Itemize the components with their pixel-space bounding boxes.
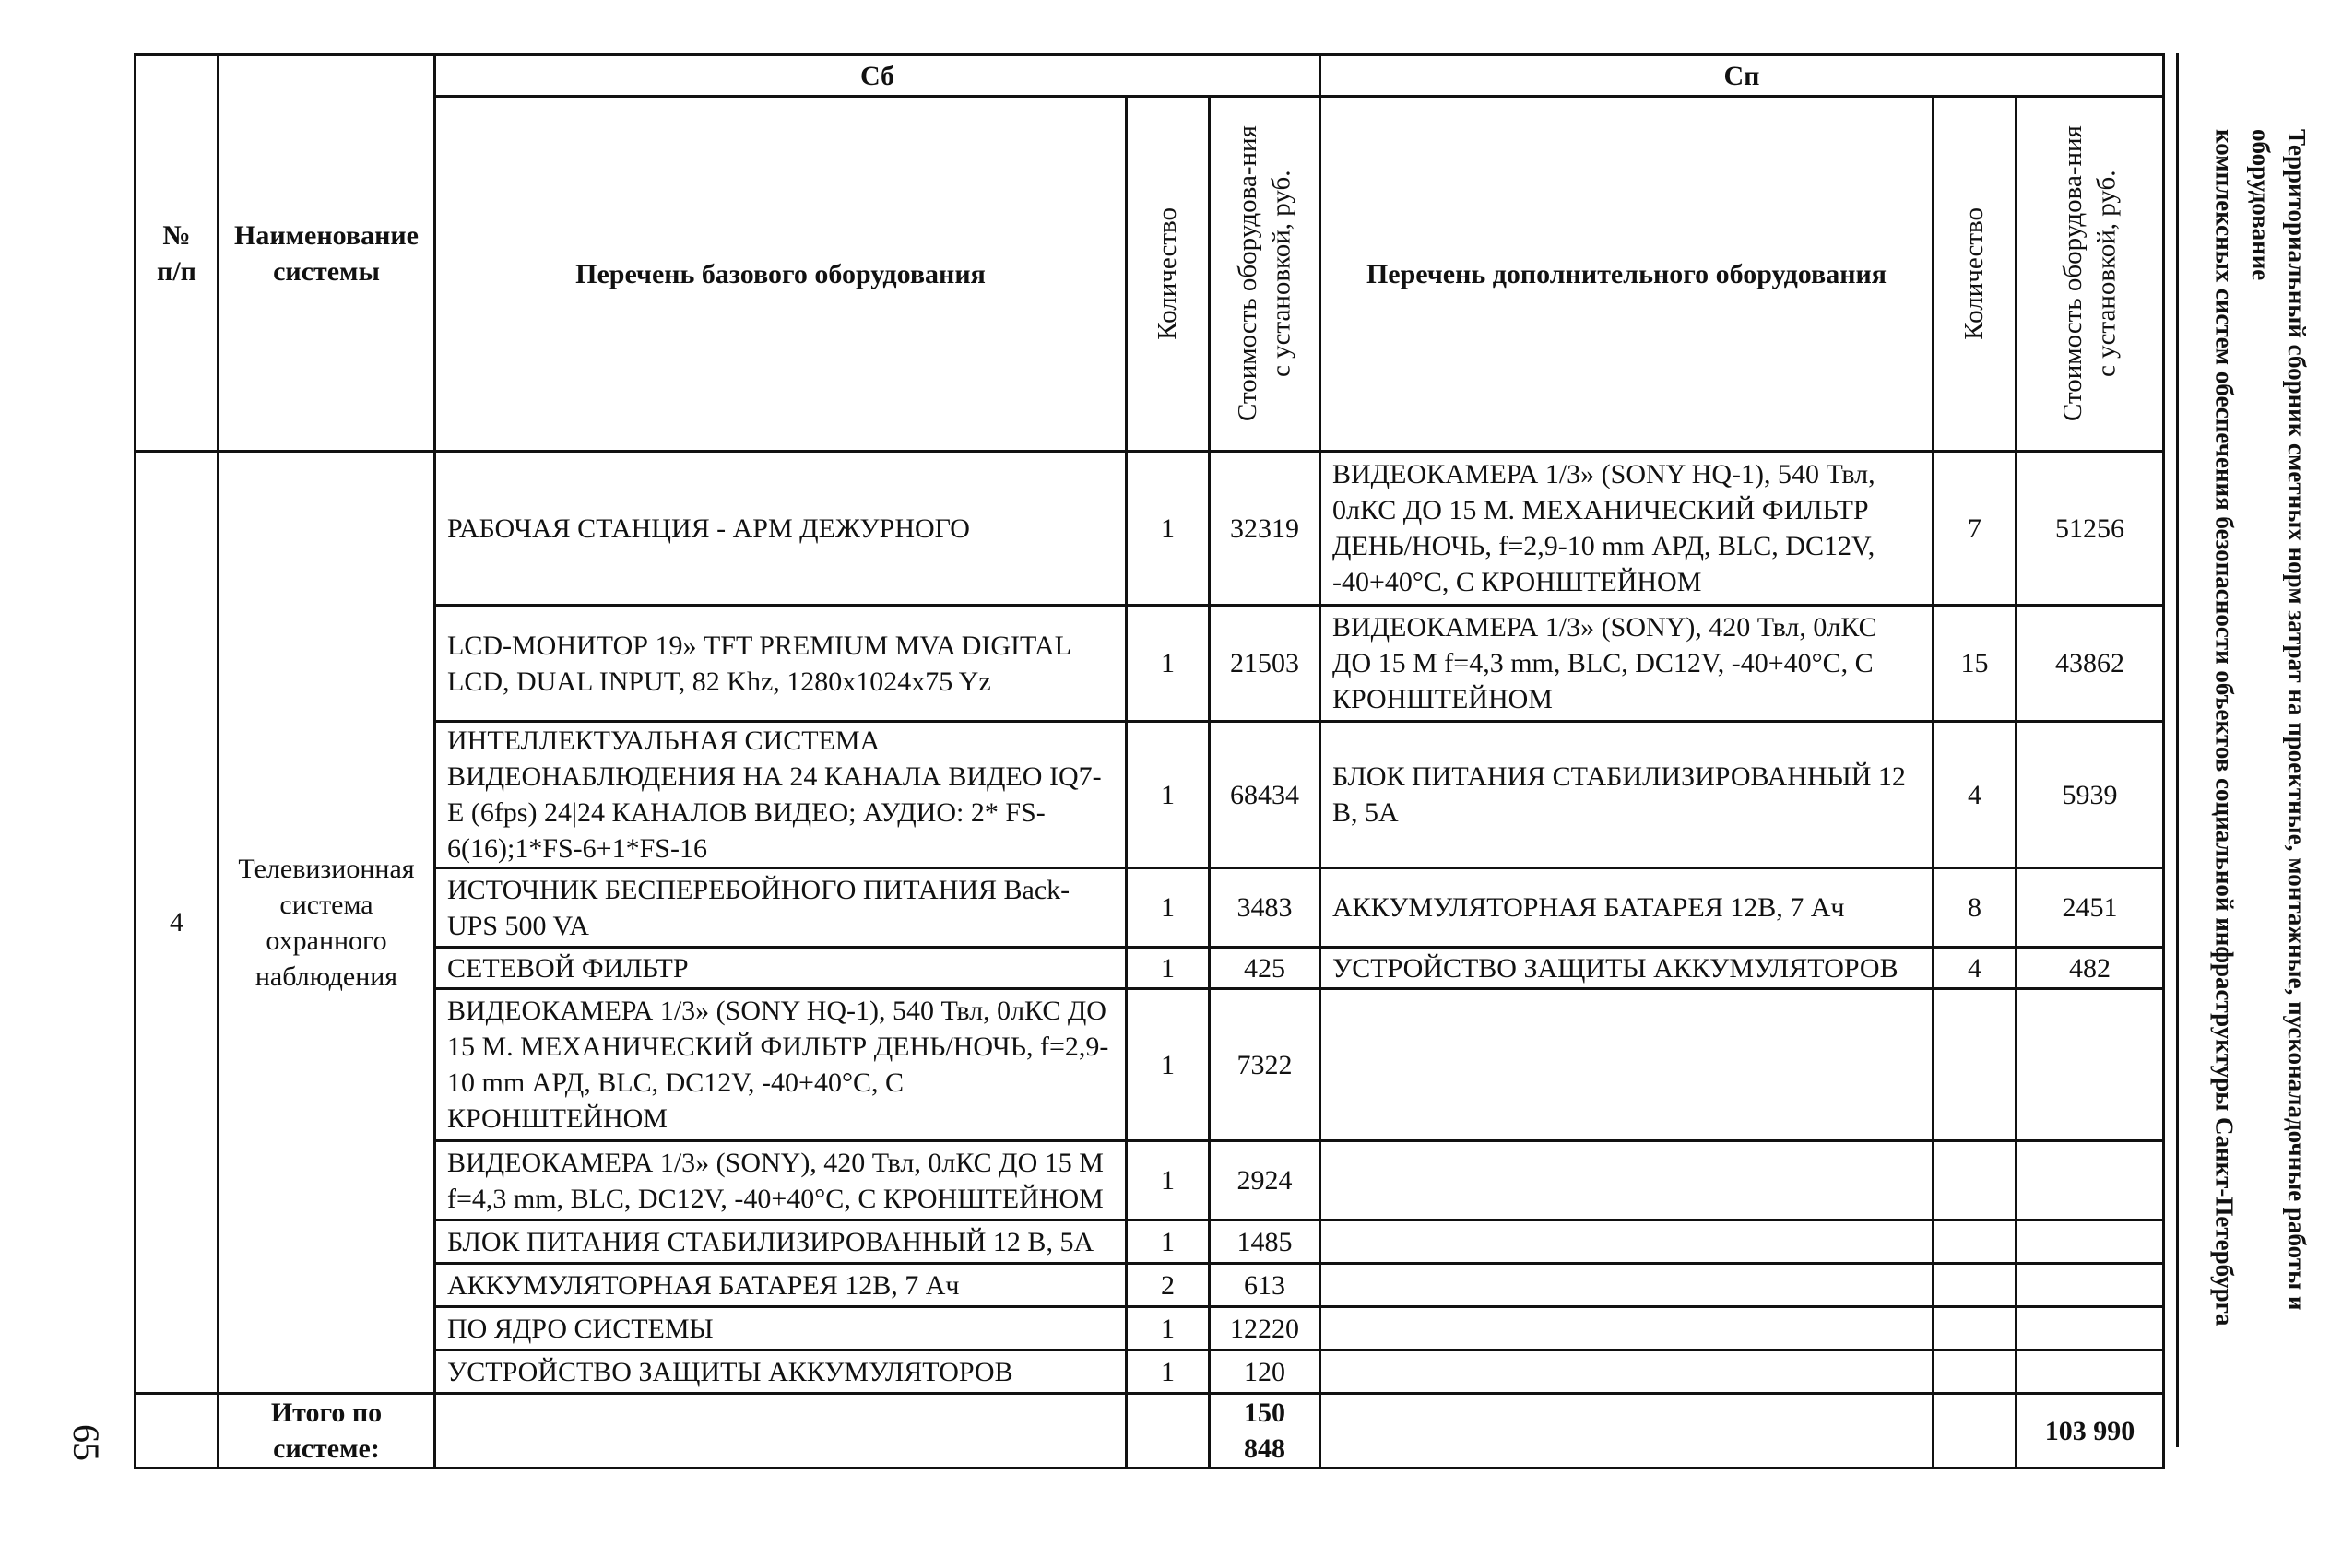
base-cost: 613 (1210, 1264, 1320, 1307)
add-cost (2017, 1307, 2164, 1350)
header-base-cost (1210, 97, 1320, 452)
total-base-cost: 150 848 (1210, 1394, 1320, 1468)
total-row (136, 1394, 2164, 1468)
base-qty: 1 (1127, 452, 1210, 606)
total-label: Итого по системе: (219, 1394, 435, 1468)
header-group-sp: Сп (1320, 55, 2164, 97)
header-add-cost (2017, 97, 2164, 452)
base-item: LCD-МОНИТОР 19» TFT PREMIUM MVA DIGITAL LCD, DUAL INPUT, 82 Khz, 1280x1024x75 Yz (435, 606, 1127, 722)
table-row (136, 1264, 2164, 1307)
header-number: № п/п (136, 55, 219, 452)
header-base-qty (1127, 97, 1210, 452)
total-empty-cell (1320, 1394, 1934, 1468)
add-cost (2017, 1220, 2164, 1264)
add-item (1320, 1220, 1934, 1264)
add-cost (2017, 1264, 2164, 1307)
add-cost (2017, 989, 2164, 1141)
add-qty: 4 (1934, 722, 2017, 868)
side-title-line-2: комплексных систем обеспечения безопасности объектов социальной инфраструктуры Санкт-Петербурга (2210, 129, 2239, 1326)
add-qty: 7 (1934, 452, 2017, 606)
add-qty (1934, 1307, 2017, 1350)
add-item: ВИДЕОКАМЕРА 1/3» (SONY HQ-1), 540 Твл, 0лКС ДО 15 М. МЕХАНИЧЕСКИЙ ФИЛЬТР ДЕНЬ/НОЧЬ, f=2,9-10 mm АРД, BLC, DC12V, -40+40°С, С КРОНШТЕЙНОМ (1320, 452, 1934, 606)
header-base-list: Перечень базового оборудования (435, 97, 1127, 452)
header-add-list: Перечень дополнительного оборудования (1320, 97, 1934, 452)
base-cost: 12220 (1210, 1307, 1320, 1350)
row-number: 4 (136, 452, 219, 1394)
add-cost: 482 (2017, 948, 2164, 989)
table-row (136, 989, 2164, 1141)
total-empty-cell (1127, 1394, 1210, 1468)
base-item: ВИДЕОКАМЕРА 1/3» (SONY), 420 Твл, 0лКС ДО 15 М f=4,3 mm, BLC, DC12V, -40+40°С, С КРОНШТЕЙНОМ (435, 1141, 1127, 1220)
add-cost: 5939 (2017, 722, 2164, 868)
document-side-title (2167, 129, 2314, 1456)
base-item: РАБОЧАЯ СТАНЦИЯ - АРМ ДЕЖУРНОГО (435, 452, 1127, 606)
header-add-qty (1934, 97, 2017, 452)
add-qty (1934, 1220, 2017, 1264)
add-item (1320, 1350, 1934, 1394)
table-row (136, 948, 2164, 989)
table-row (136, 1141, 2164, 1220)
side-title-line-1: Территориальный сборник сметных норм затрат на проектные, монтажные, пусконаладочные работы и оборудование (2246, 129, 2311, 1311)
add-item: УСТРОЙСТВО ЗАЩИТЫ АККУМУЛЯТОРОВ (1320, 948, 1934, 989)
base-cost: 21503 (1210, 606, 1320, 722)
equipment-table (134, 53, 2165, 1469)
header-add-cost-label: Стоимость оборудова-ния с установкой, руб. (2058, 125, 2122, 422)
header-base-qty-label: Количество (1153, 207, 1183, 340)
add-qty (1934, 989, 2017, 1141)
header-system-name: Наименование системы (219, 55, 435, 452)
add-cost: 2451 (2017, 868, 2164, 948)
base-item: УСТРОЙСТВО ЗАЩИТЫ АККУМУЛЯТОРОВ (435, 1350, 1127, 1394)
total-number-cell (136, 1394, 219, 1468)
add-qty (1934, 1141, 2017, 1220)
table-row (136, 606, 2164, 722)
add-item (1320, 1141, 1934, 1220)
header-add-qty-label: Количество (1959, 207, 1990, 340)
base-qty: 1 (1127, 722, 1210, 868)
add-qty: 8 (1934, 868, 2017, 948)
table-row (136, 1307, 2164, 1350)
add-item (1320, 1264, 1934, 1307)
add-cost: 43862 (2017, 606, 2164, 722)
base-cost: 425 (1210, 948, 1320, 989)
system-name: Телевизионная система охранного наблюдения (219, 452, 435, 1394)
base-cost: 7322 (1210, 989, 1320, 1141)
table-row (136, 868, 2164, 948)
add-item (1320, 989, 1934, 1141)
table-row (136, 452, 2164, 606)
table-row (136, 1350, 2164, 1394)
add-cost (2017, 1350, 2164, 1394)
base-cost: 2924 (1210, 1141, 1320, 1220)
add-cost: 51256 (2017, 452, 2164, 606)
total-add-cost: 103 990 (2017, 1394, 2164, 1468)
base-qty: 1 (1127, 1141, 1210, 1220)
base-qty: 1 (1127, 1350, 1210, 1394)
base-item: ИСТОЧНИК БЕСПЕРЕБОЙНОГО ПИТАНИЯ Back-UPS 500 VA (435, 868, 1127, 948)
page-number: 65 (65, 1424, 107, 1461)
base-cost: 1485 (1210, 1220, 1320, 1264)
base-cost: 120 (1210, 1350, 1320, 1394)
add-item: ВИДЕОКАМЕРА 1/3» (SONY), 420 Твл, 0лКС ДО 15 М f=4,3 mm, BLC, DC12V, -40+40°С, С КРОНШТЕЙНОМ (1320, 606, 1934, 722)
base-item: АККУМУЛЯТОРНАЯ БАТАРЕЯ 12В, 7 Ач (435, 1264, 1127, 1307)
base-qty: 1 (1127, 1307, 1210, 1350)
add-qty (1934, 1350, 2017, 1394)
total-empty-cell (1934, 1394, 2017, 1468)
base-cost: 68434 (1210, 722, 1320, 868)
add-cost (2017, 1141, 2164, 1220)
base-item: ИНТЕЛЛЕКТУАЛЬНАЯ СИСТЕМА ВИДЕОНАБЛЮДЕНИЯ НА 24 КАНАЛА ВИДЕО IQ7-Е (6fps) 24|24 КАНАЛОВ ВИДЕО; АУДИО: 2* FS-6(16);1*FS-6+1*FS-16 (435, 722, 1127, 868)
base-item: БЛОК ПИТАНИЯ СТАБИЛИЗИРОВАННЫЙ 12 В, 5А (435, 1220, 1127, 1264)
base-item: ПО ЯДРО СИСТЕМЫ (435, 1307, 1127, 1350)
base-cost: 3483 (1210, 868, 1320, 948)
base-qty: 1 (1127, 948, 1210, 989)
base-qty: 1 (1127, 606, 1210, 722)
add-item: АККУМУЛЯТОРНАЯ БАТАРЕЯ 12В, 7 Ач (1320, 868, 1934, 948)
add-item: БЛОК ПИТАНИЯ СТАБИЛИЗИРОВАННЫЙ 12 В, 5А (1320, 722, 1934, 868)
base-cost: 32319 (1210, 452, 1320, 606)
add-qty: 4 (1934, 948, 2017, 989)
add-qty (1934, 1264, 2017, 1307)
base-qty: 2 (1127, 1264, 1210, 1307)
table-row (136, 1220, 2164, 1264)
base-qty: 1 (1127, 989, 1210, 1141)
base-qty: 1 (1127, 868, 1210, 948)
base-qty: 1 (1127, 1220, 1210, 1264)
header-group-sb: Сб (435, 55, 1320, 97)
base-item: ВИДЕОКАМЕРА 1/3» (SONY HQ-1), 540 Твл, 0лКС ДО 15 М. МЕХАНИЧЕСКИЙ ФИЛЬТР ДЕНЬ/НОЧЬ, f=2,9-10 mm АРД, BLC, DC12V, -40+40°С, С КРОНШТЕЙНОМ (435, 989, 1127, 1141)
table-row (136, 722, 2164, 868)
add-item (1320, 1307, 1934, 1350)
add-qty: 15 (1934, 606, 2017, 722)
total-empty-cell (435, 1394, 1127, 1468)
header-base-cost-label: Стоимость оборудова-ния с установкой, руб. (1233, 125, 1296, 422)
base-item: СЕТЕВОЙ ФИЛЬТР (435, 948, 1127, 989)
